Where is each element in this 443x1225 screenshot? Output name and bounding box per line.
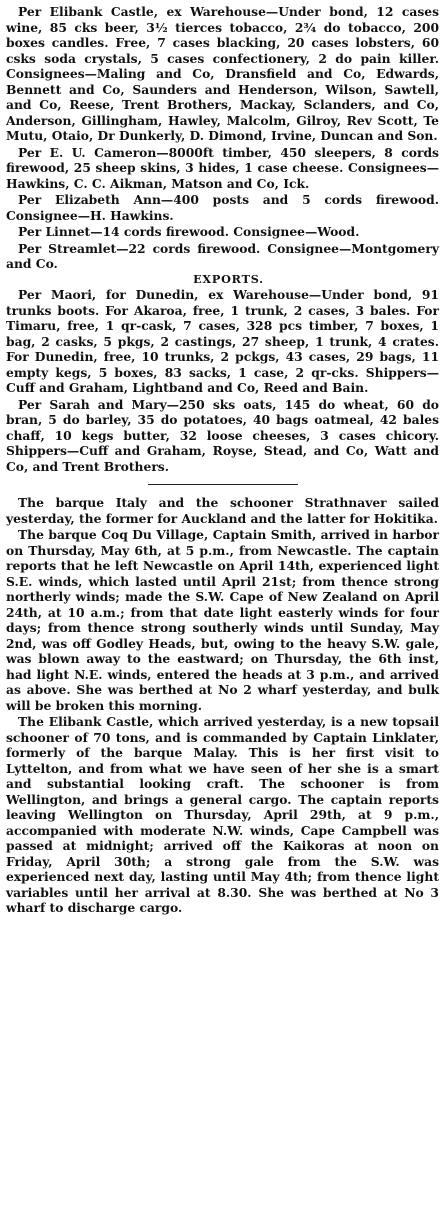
news-paragraph-elibank-castle: The Elibank Castle, which arrived yesterday, is a new topsail schooner of 70 tons, and is commanded by Captain Linklater, formerly of the barque Malay. This is her first visit to Lyttelton, and from what we have seen of her she is a smart and substantial looking craft. The schooner is from Wellington, and brings a general cargo. The captain reports leaving Wellington on Thursday, April 29th, at 9 p.m., accompanied with moderate N.W. winds, Cape Campbell was passed at midnight; arrived off the Kaikoras at noon on Friday, April 30th; a strong gale from the S.W. was experienced next day, lasting until May 4th; from thence light variables until her arrival at 8.30. She was berthed at No 3 wharf to discharge cargo. — [6, 714, 439, 915]
import-entry-e-u-cameron: Per E. U. Cameron—8000ft timber, 450 sleepers, 8 cords firewood, 25 sheep skins, 3 hides, 1 case cheese. Consignees—Hawkins, C. C. Aikman, Matson and Co, Ick. — [6, 144, 439, 191]
export-entry-sarah-and-mary: Per Sarah and Mary—250 sks oats, 145 do wheat, 60 do bran, 5 do barley, 35 do potatoes, 40 bags oatmeal, 42 bales chaff, 10 kegs butter, 32 loose cheeses, 3 cases chicory. Shippers—Cuff and Graham, Royse, Stead, and Co, Watt and Co, and Trent Brothers. — [6, 396, 439, 474]
import-entry-streamlet: Per Streamlet—22 cords firewood. Consignee—Montgomery and Co. — [6, 240, 439, 271]
exports-section — [6, 287, 439, 474]
shipping-news-section — [6, 495, 439, 916]
import-entry-elizabeth-ann: Per Elizabeth Ann—400 posts and 5 cords firewood. Consignee—H. Hawkins. — [6, 192, 439, 223]
import-entry-linnet: Per Linnet—14 cords firewood. Consignee—Wood. — [18, 224, 360, 239]
imports-section — [6, 4, 439, 272]
news-paragraph-coq-du-village: The barque Coq Du Village, Captain Smith, arrived in harbor on Thursday, May 6th, at 5 p.m., from Newcastle. The captain reports that he left Newcastle on April 14th, experienced light S.E. winds, which lasted until April 21st; from thence strong northerly winds; made the S.W. Cape of New Zealand on April 24th, at 10 a.m.; from that date light easterly winds for four days; from thence strong southerly winds until Sunday, May 2nd, was off Godley Heads, but, owing to the heavy S.W. gale, was blown away to the eastward; on Thursday, the 6th inst, had light N.E. winds, entered the heads at 3 p.m., and arrived as above. She was berthed at No 2 wharf yesterday, and bulk will be broken this morning. — [6, 527, 439, 713]
section-divider — [148, 484, 298, 485]
import-entry-elibank-castle: Per Elibank Castle, ex Warehouse—Under bond, 12 cases wine, 85 cks beer, 3½ tierces tobacco, 2¾ do tobacco, 200 boxes candles. Free, 7 cases blacking, 20 cases lobsters, 60 csks soda crystals, 5 cases confectionery, 2 do pain killer. Consignees—Maling and Co, Dransfield and Co, Edwards, Bennett and Co, Saunders and Henderson, Wilson, Sawtell, and Co, Reese, Trent Brothers, Mackay, Sclanders, and Co, Anderson, Gillingham, Hawley, Malcolm, Gilroy, Rev Scott, Te Mutu, Otaio, Dr Dunkerly, D. Dimond, Irvine, Duncan and Son. — [6, 4, 439, 143]
exports-heading: EXPORTS. — [193, 271, 264, 286]
news-paragraph-italy-strathnaver: The barque Italy and the schooner Strathnaver sailed yesterday, the former for Auckland and the latter for Hokitika. — [6, 495, 439, 526]
export-entry-maori: Per Maori, for Dunedin, ex Warehouse—Under bond, 91 trunks boots. For Akaroa, free, 1 trunk, 2 cases, 3 bales. For Timaru, free, 1 qr-cask, 7 cases, 328 pcs timber, 7 boxes, 1 bag, 2 casks, 5 pkgs, 2 castings, 27 sheep, 1 trunk, 4 crates. For Dunedin, free, 10 trunks, 2 pckgs, 43 cases, 29 bags, 11 empty kegs, 5 boxes, 83 sacks, 1 case, 2 qr-cks. Shippers—Cuff and Graham, Lightband and Co, Reed and Bain. — [6, 287, 439, 395]
